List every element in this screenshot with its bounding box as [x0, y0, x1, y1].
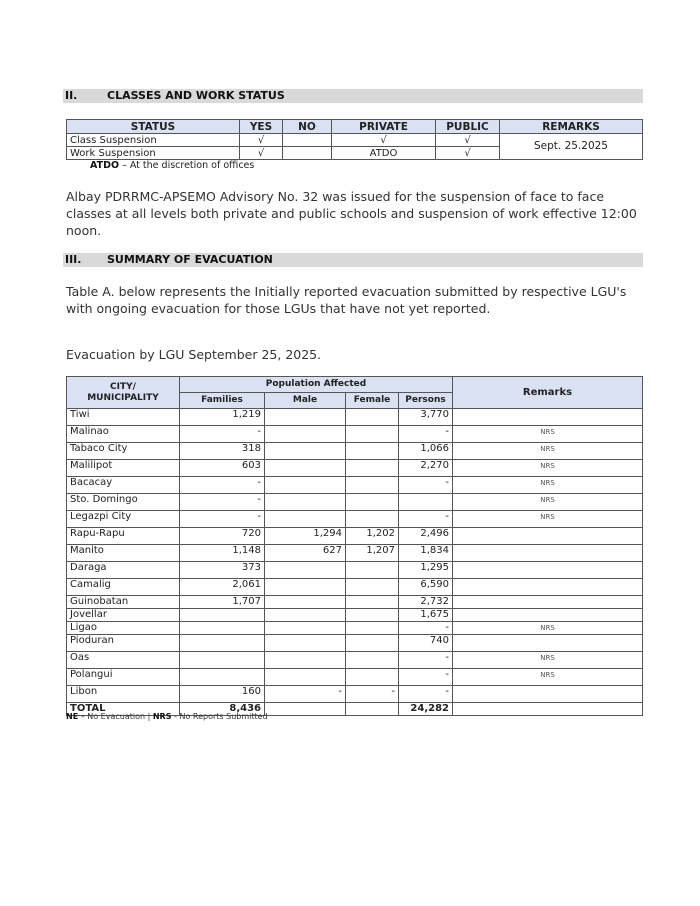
remarks-cell: NRS — [453, 622, 643, 635]
col-header-public: PUBLIC — [436, 120, 500, 134]
families-cell: - — [180, 511, 265, 528]
note-key: ATDO — [90, 160, 120, 171]
evacuation-table — [66, 376, 643, 716]
section-header-evacuation — [63, 253, 643, 267]
city-cell: Ligao — [67, 622, 180, 635]
remarks-cell — [453, 686, 643, 703]
no-cell — [283, 134, 332, 147]
remarks-cell: NRS — [453, 443, 643, 460]
remarks-cell: NRS — [453, 669, 643, 686]
female-cell — [346, 511, 399, 528]
section-title: CLASSES AND WORK STATUS — [107, 89, 285, 102]
yes-cell: √ — [240, 134, 283, 147]
table-row — [67, 579, 643, 596]
remarks-cell — [453, 528, 643, 545]
city-cell: Malinao — [67, 426, 180, 443]
male-cell — [265, 635, 346, 652]
remarks-cell: NRS — [453, 426, 643, 443]
city-cell: Camalig — [67, 579, 180, 596]
remarks-cell — [453, 409, 643, 426]
female-cell — [346, 460, 399, 477]
male-cell — [265, 609, 346, 622]
persons-cell: 740 — [399, 635, 453, 652]
persons-cell: 1,834 — [399, 545, 453, 562]
persons-cell: - — [399, 669, 453, 686]
remarks-cell — [453, 596, 643, 609]
female-cell: 1,207 — [346, 545, 399, 562]
total-remarks — [453, 703, 643, 716]
table-row — [67, 669, 643, 686]
male-cell — [265, 426, 346, 443]
total-label: TOTAL — [67, 703, 180, 716]
public-cell: √ — [436, 147, 500, 160]
table-row — [67, 477, 643, 494]
families-cell: 1,707 — [180, 596, 265, 609]
persons-cell — [399, 494, 453, 511]
col-header-families: Families — [180, 393, 265, 409]
remarks-cell — [453, 609, 643, 622]
male-cell — [265, 622, 346, 635]
families-cell — [180, 609, 265, 622]
yes-cell: √ — [240, 147, 283, 160]
atdo-note — [90, 160, 254, 171]
table-row — [67, 609, 643, 622]
city-cell: Polangui — [67, 669, 180, 686]
col-header-yes: YES — [240, 120, 283, 134]
section-number: III. — [65, 253, 82, 266]
male-cell — [265, 409, 346, 426]
remarks-cell — [453, 635, 643, 652]
private-cell: √ — [332, 134, 436, 147]
total-persons: 24,282 — [399, 703, 453, 716]
legend-nrs-key: NRS — [152, 712, 172, 721]
families-cell: 720 — [180, 528, 265, 545]
families-cell: - — [180, 477, 265, 494]
city-cell: Sto. Domingo — [67, 494, 180, 511]
section-title: SUMMARY OF EVACUATION — [107, 253, 273, 266]
no-cell — [283, 147, 332, 160]
female-cell — [346, 494, 399, 511]
male-cell — [265, 477, 346, 494]
male-cell — [265, 460, 346, 477]
table-row — [67, 652, 643, 669]
male-cell — [265, 579, 346, 596]
persons-cell: 1,066 — [399, 443, 453, 460]
section-number: II. — [65, 89, 78, 102]
female-cell — [346, 596, 399, 609]
col-header-remarks: Remarks — [453, 377, 643, 409]
col-header-remarks: REMARKS — [500, 120, 643, 134]
male-cell — [265, 443, 346, 460]
female-cell — [346, 562, 399, 579]
table-row — [67, 686, 643, 703]
city-cell: Rapu-Rapu — [67, 528, 180, 545]
table-row — [67, 635, 643, 652]
persons-cell: 1,295 — [399, 562, 453, 579]
note-text: – At the discretion of offices — [119, 160, 255, 171]
female-cell — [346, 652, 399, 669]
table-row — [67, 562, 643, 579]
section-header-classes-work — [63, 89, 643, 103]
city-cell: Pioduran — [67, 635, 180, 652]
status-cell: Class Suspension — [67, 134, 240, 147]
female-cell — [346, 635, 399, 652]
female-cell — [346, 579, 399, 596]
table-row — [67, 545, 643, 562]
city-cell: Jovellar — [67, 609, 180, 622]
male-cell: 1,294 — [265, 528, 346, 545]
families-cell — [180, 635, 265, 652]
families-cell: 1,148 — [180, 545, 265, 562]
status-cell: Work Suspension — [67, 147, 240, 160]
table-row — [67, 409, 643, 426]
col-header-persons: Persons — [399, 393, 453, 409]
city-cell: Malilipot — [67, 460, 180, 477]
city-cell: Oas — [67, 652, 180, 669]
persons-cell: 2,270 — [399, 460, 453, 477]
persons-cell: - — [399, 686, 453, 703]
female-cell — [346, 426, 399, 443]
classes-work-status-table — [66, 119, 643, 160]
col-header-female: Female — [346, 393, 399, 409]
female-cell — [346, 609, 399, 622]
female-cell — [346, 669, 399, 686]
remarks-cell — [453, 579, 643, 596]
table-row — [67, 528, 643, 545]
city-cell: Tiwi — [67, 409, 180, 426]
persons-cell: - — [399, 652, 453, 669]
families-cell: 603 — [180, 460, 265, 477]
female-cell: - — [346, 686, 399, 703]
table-caption: Evacuation by LGU September 25, 2025. — [66, 347, 322, 362]
male-cell — [265, 596, 346, 609]
col-header-no: NO — [283, 120, 332, 134]
legend-nrs-text: - No Reports Submitted — [171, 712, 268, 721]
remarks-cell — [453, 562, 643, 579]
col-header-population: Population Affected — [180, 377, 453, 393]
persons-cell: 3,770 — [399, 409, 453, 426]
persons-cell: 1,675 — [399, 609, 453, 622]
female-cell — [346, 477, 399, 494]
legend-ne-text: – No Evacuation | — [78, 712, 153, 721]
legend — [66, 712, 268, 721]
public-cell: √ — [436, 134, 500, 147]
remarks-cell: NRS — [453, 494, 643, 511]
total-male — [265, 703, 346, 716]
persons-cell: - — [399, 477, 453, 494]
families-cell: 2,061 — [180, 579, 265, 596]
male-cell: - — [265, 686, 346, 703]
female-cell — [346, 409, 399, 426]
remarks-cell: NRS — [453, 477, 643, 494]
persons-cell: - — [399, 426, 453, 443]
families-cell: - — [180, 426, 265, 443]
col-header-private: PRIVATE — [332, 120, 436, 134]
families-cell: - — [180, 494, 265, 511]
table-row — [67, 494, 643, 511]
female-cell — [346, 443, 399, 460]
male-cell — [265, 511, 346, 528]
evacuation-paragraph: Table A. below represents the Initially reported evacuation submitted by respective LGU's with ongoing evacuation for those LGUs that have not yet reported. — [66, 284, 627, 316]
remarks-cell: NRS — [453, 652, 643, 669]
remarks-cell — [453, 545, 643, 562]
table-row — [67, 134, 643, 147]
col-header-status: STATUS — [67, 120, 240, 134]
table-row — [67, 426, 643, 443]
col-header-male: Male — [265, 393, 346, 409]
male-cell: 627 — [265, 545, 346, 562]
persons-cell: 6,590 — [399, 579, 453, 596]
legend-ne-key: NE — [66, 712, 79, 721]
private-cell: ATDO — [332, 147, 436, 160]
remarks-cell: NRS — [453, 511, 643, 528]
female-cell — [346, 622, 399, 635]
evacuation-table-body — [67, 409, 643, 716]
city-cell: Manito — [67, 545, 180, 562]
families-cell — [180, 652, 265, 669]
persons-cell: 2,732 — [399, 596, 453, 609]
total-female — [346, 703, 399, 716]
table-row — [67, 622, 643, 635]
city-cell: Libon — [67, 686, 180, 703]
city-cell: Daraga — [67, 562, 180, 579]
families-cell — [180, 622, 265, 635]
table-row — [67, 443, 643, 460]
remarks-cell: Sept. 25.2025 — [500, 134, 643, 160]
table-row — [67, 596, 643, 609]
families-cell: 373 — [180, 562, 265, 579]
female-cell: 1,202 — [346, 528, 399, 545]
male-cell — [265, 494, 346, 511]
persons-cell: - — [399, 511, 453, 528]
persons-cell: 2,496 — [399, 528, 453, 545]
advisory-paragraph: Albay PDRRMC-APSEMO Advisory No. 32 was issued for the suspension of face to face classes at all levels both private and public schools and suspension of work effective 12:00 noon. — [66, 189, 637, 238]
total-families: 8,436 — [180, 703, 265, 716]
table-row — [67, 460, 643, 477]
city-cell: Legazpi City — [67, 511, 180, 528]
families-cell: 1,219 — [180, 409, 265, 426]
families-cell: 318 — [180, 443, 265, 460]
male-cell — [265, 652, 346, 669]
city-cell: Bacacay — [67, 477, 180, 494]
col-header-city: CITY/ MUNICIPALITY — [67, 377, 180, 409]
city-cell: Tabaco City — [67, 443, 180, 460]
male-cell — [265, 562, 346, 579]
table-row — [67, 511, 643, 528]
families-cell: 160 — [180, 686, 265, 703]
remarks-cell: NRS — [453, 460, 643, 477]
families-cell — [180, 669, 265, 686]
city-cell: Guinobatan — [67, 596, 180, 609]
male-cell — [265, 669, 346, 686]
persons-cell: - — [399, 622, 453, 635]
